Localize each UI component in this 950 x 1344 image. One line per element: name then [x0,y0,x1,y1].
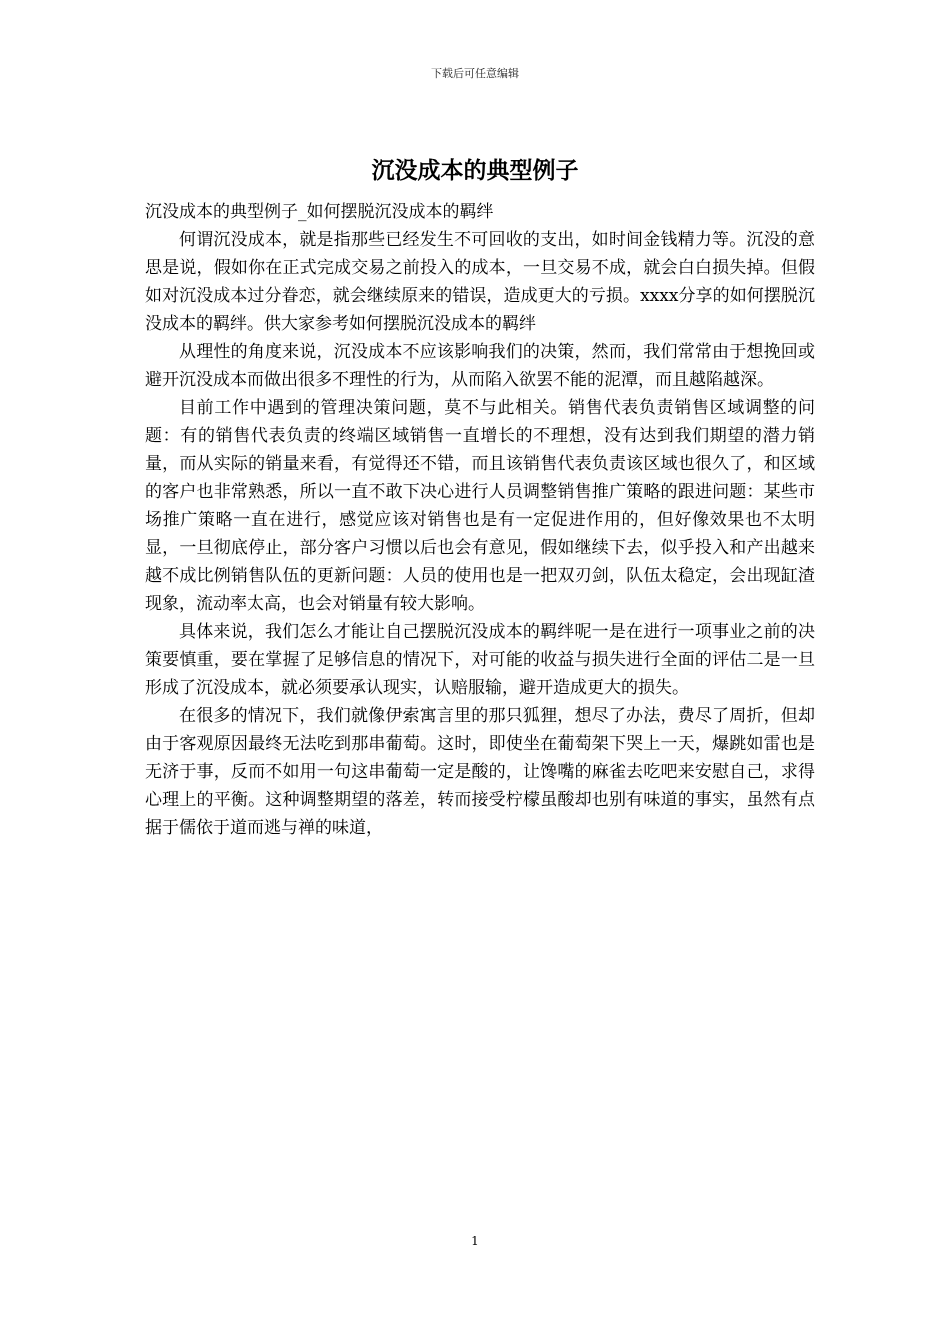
header-note: 下载后可任意编辑 [431,67,519,80]
paragraph-3: 目前工作中遇到的管理决策问题，莫不与此相关。销售代表负责销售区域调整的问题：有的销售代表负责的终端区域销售一直增长的不理想，没有达到我们期望的潜力销量，而从实际的销量来看，有觉得还不错，而且该销售代表负责该区域也很久了，和区域的客户也非常熟悉，所以一直不敢下决心进行人员调整销售推广策略的跟进问题：某些市场推广策略一直在进行，感觉应该对销售也是有一定促进作用的，但好像效果也不太明显，一旦彻底停止，部分客户习惯以后也会有意见，假如继续下去，似乎投入和产出越来越不成比例销售队伍的更新问题：人员的使用也是一把双刃剑，队伍太稳定，会出现缸渣现象，流动率太高，也会对销量有较大影响。 [145,398,815,614]
paragraph-5: 在很多的情况下，我们就像伊索寓言里的那只狐狸，想尽了办法，费尽了周折，但却由于客观原因最终无法吃到那串葡萄。这时，即使坐在葡萄架下哭上一天，爆跳如雷也是无济于事，反而不如用一句这串葡萄一定是酸的，让馋嘴的麻雀去吃吧来安慰自己，求得心理上的平衡。这种调整期望的落差，转而接受柠檬虽酸却也别有味道的事实，虽然有点据于儒依于道而逃与禅的味道， [145,706,815,838]
paragraph-2: 从理性的角度来说，沉没成本不应该影响我们的决策，然而，我们常常由于想挽回或避开沉没成本而做出很多不理性的行为，从而陷入欲罢不能的泥潭，而且越陷越深。 [145,342,815,390]
document-body [145,198,815,842]
page-number: 1 [471,1234,479,1248]
paragraph-1: 何谓沉没成本，就是指那些已经发生不可回收的支出，如时间金钱精力等。沉没的意思是说，假如你在正式完成交易之前投入的成本，一旦交易不成，就会白白损失掉。但假如对沉没成本过分眷恋，就会继续原来的错误，造成更大的亏损。xxxx分享的如何摆脱沉没成本的羁绊。供大家参考如何摆脱沉没成本的羁绊 [145,230,815,334]
document-subtitle: 沉没成本的典型例子_如何摆脱沉没成本的羁绊 [145,202,494,222]
document-title: 沉没成本的典型例子 [371,157,579,184]
paragraph-4: 具体来说，我们怎么才能让自己摆脱沉没成本的羁绊呢一是在进行一项事业之前的决策要慎重，要在掌握了足够信息的情况下，对可能的收益与损失进行全面的评估二是一旦形成了沉没成本，就必须要承认现实，认赔服输，避开造成更大的损失。 [145,622,815,698]
